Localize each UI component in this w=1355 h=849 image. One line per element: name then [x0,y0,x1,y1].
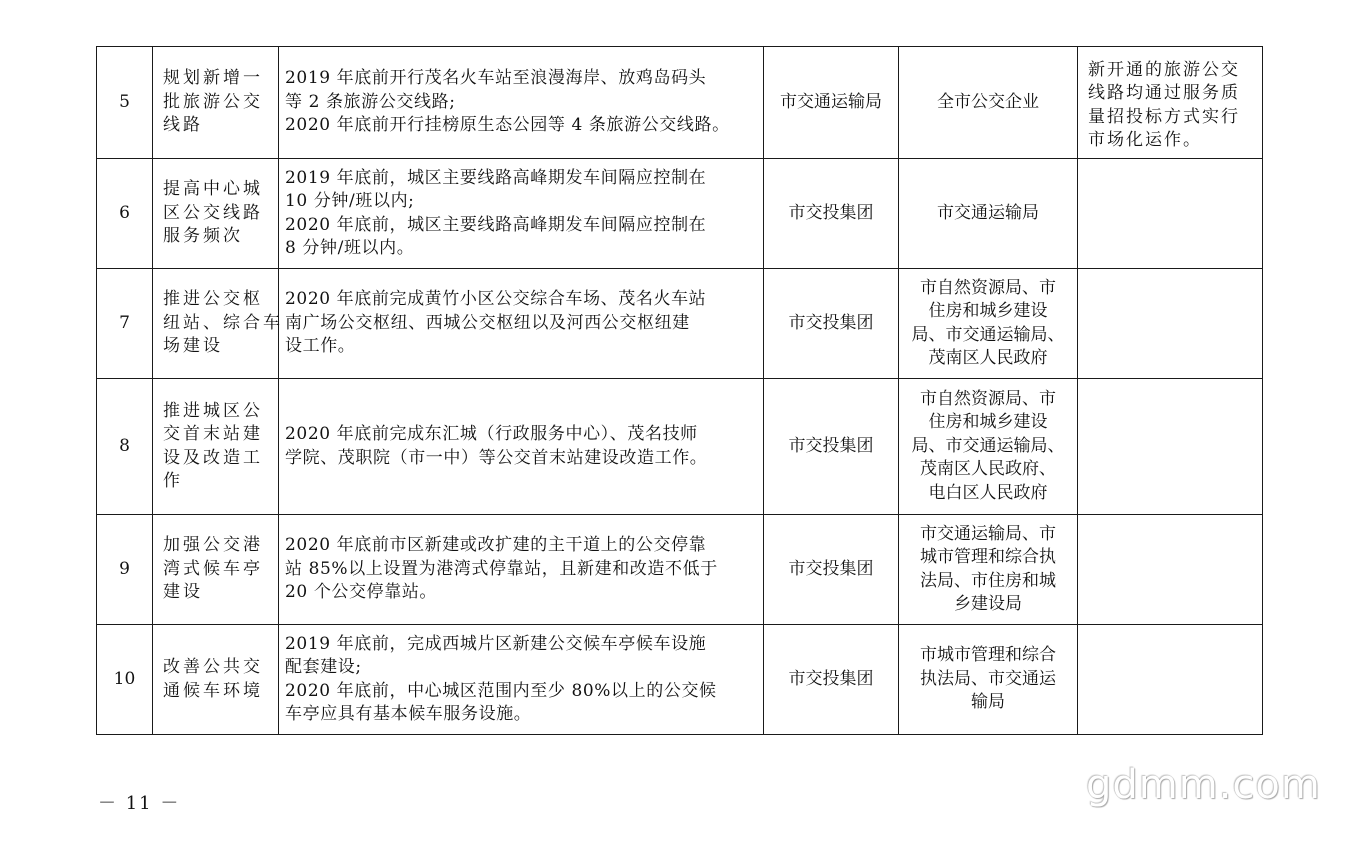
task-item-cell-line: 推进城区公 [163,400,263,421]
goal-cell-line: 2019 年底前开行茂名火车站至浪漫海岸、放鸡岛码头 [285,68,707,89]
remark-cell [1078,159,1263,269]
cooperating-units-cell-line: 市交通运输局 [937,202,1039,223]
lead-unit-cell: 市交投集团 [764,515,899,625]
remark-cell [1078,47,1263,159]
goal-cell-line: 2019 年底前，城区主要线路高峰期发车间隔应控制在 [285,167,707,188]
lead-unit-cell: 市交投集团 [764,159,899,269]
goal-cell [279,379,764,515]
goal-cell [279,625,764,735]
cooperating-units-cell-line: 住房和城乡建设 [928,301,1048,321]
goal-cell [279,47,764,159]
cooperating-units-cell [899,47,1078,159]
goal-cell-line: 配套建设; [285,657,362,677]
task-item-cell-line: 通候车环境 [163,680,263,701]
goal-cell-line: 10 分钟/班以内; [285,191,415,211]
task-item-cell-line: 规划新增一 [163,68,263,89]
cooperating-units-cell [899,159,1078,269]
cooperating-units-cell-line: 乡建设局 [954,594,1022,614]
task-item-cell [153,625,279,735]
goal-cell-line: 2020 年底前，中心城区范围内至少 80%以上的公交候 [285,680,717,701]
cooperating-units-cell [899,269,1078,379]
goal-cell-line: 学院、茂职院（市一中）等公交首末站建设改造工作。 [285,447,708,468]
cooperating-units-cell-line: 法局、市住房和城 [920,570,1056,591]
cooperating-units-cell-line: 局、市交通运输局、 [911,324,1065,345]
cooperating-units-cell-line: 城市管理和综合执 [920,547,1056,567]
task-item-cell-line: 提高中心城 [163,179,263,200]
goal-cell-line: 南广场公交枢纽、西城公交枢纽以及河西公交枢纽建 [285,312,690,333]
task-item-cell [153,379,279,515]
remark-cell [1078,515,1263,625]
remark-cell [1078,625,1263,735]
goal-cell-line: 站 85%以上设置为港湾式停靠站，且新建和改造不低于 [285,558,718,579]
task-item-cell-line: 推进公交枢 [163,289,263,310]
goal-cell-line: 2020 年底前完成东汇城（行政服务中心）、茂名技师 [285,424,698,444]
row-number-cell: 6 [97,159,153,269]
table-row [97,47,1263,159]
task-item-cell-line: 湾式候车亭 [163,558,263,579]
lead-unit-cell: 市交投集团 [764,625,899,735]
table-row [97,379,1263,515]
cooperating-units-cell [899,379,1078,515]
cooperating-units-cell [899,515,1078,625]
task-item-cell-line: 批旅游公交 [163,91,263,112]
goal-cell-line: 2020 年底前市区新建或改扩建的主干道上的公交停靠 [285,535,707,556]
cooperating-units-cell-line: 茂南区人民政府、 [920,459,1056,480]
table-row [97,625,1263,735]
lead-unit-cell: 市交投集团 [764,269,899,379]
goal-cell-line: 等 2 条旅游公交线路; [285,91,456,112]
goal-cell-line: 2019 年底前，完成西城片区新建公交候车亭候车设施 [285,633,707,654]
cooperating-units-cell-line: 市城市管理和综合 [920,645,1056,666]
task-item-cell [153,47,279,159]
task-item-cell-line: 建设 [163,582,203,603]
lead-unit-cell: 市交投集团 [764,379,899,515]
page-number: － 11 － [98,793,181,814]
task-item-cell-line: 纽站、综合车 [163,312,283,333]
task-item-cell-line: 设及改造工 [163,447,263,468]
task-item-cell [153,515,279,625]
remark-cell [1078,269,1263,379]
task-item-cell-line: 服务频次 [163,226,243,247]
goal-cell [279,269,764,379]
remark-cell-line: 市场化运作。 [1088,130,1202,150]
task-item-cell-line: 作 [163,471,183,491]
task-item-cell-line: 改善公共交 [163,657,263,677]
task-item-cell-line: 线路 [163,115,203,136]
goal-cell [279,515,764,625]
task-item-cell-line: 交首末站建 [163,424,263,444]
cooperating-units-cell-line: 输局 [971,692,1005,713]
work-plan-table [96,46,1263,735]
cooperating-units-cell-line: 电白区人民政府 [928,482,1048,503]
goal-cell-line: 2020 年底前，城区主要线路高峰期发车间隔应控制在 [285,214,707,235]
goal-cell [279,159,764,269]
row-number-cell: 9 [97,515,153,625]
table-row [97,159,1263,269]
lead-unit-cell: 市交通运输局 [764,47,899,159]
task-item-cell-line: 区公交线路 [163,202,263,223]
remark-cell-line: 量招投标方式实行 [1088,106,1240,127]
cooperating-units-cell-line: 住房和城乡建设 [928,412,1048,433]
remark-cell-line: 新开通的旅游公交 [1088,59,1240,80]
cooperating-units-cell-line: 全市公交企业 [937,91,1039,112]
table-row [97,269,1263,379]
cooperating-units-cell [899,625,1078,735]
cooperating-units-cell-line: 市自然资源局、市 [920,388,1056,409]
row-number-cell: 10 [97,625,153,735]
row-number-cell: 8 [97,379,153,515]
goal-cell-line: 2020 年底前完成黄竹小区公交综合车场、茂名火车站 [285,289,707,310]
goal-cell-line: 8 分钟/班以内。 [285,238,415,258]
remark-cell-line: 线路均通过服务质 [1088,83,1240,103]
task-item-cell [153,159,279,269]
task-item-cell-line: 场建设 [163,336,223,357]
task-item-cell [153,269,283,379]
goal-cell-line: 车亭应具有基本候车服务设施。 [285,704,532,724]
table-row [97,515,1263,625]
row-number-cell: 7 [97,269,153,379]
remark-cell [1078,379,1263,515]
cooperating-units-cell-line: 市交通运输局、市 [920,523,1056,544]
cooperating-units-cell-line: 茂南区人民政府 [928,348,1048,368]
goal-cell-line: 设工作。 [285,336,356,357]
goal-cell-line: 2020 年底前开行挂榜原生态公园等 4 条旅游公交线路。 [285,115,730,136]
row-number-cell: 5 [97,47,153,159]
cooperating-units-cell-line: 局、市交通运输局、 [911,435,1065,456]
table-body [97,47,1263,735]
task-item-cell-line: 加强公交港 [163,535,263,556]
cooperating-units-cell-line: 执法局、市交通运 [920,668,1056,689]
goal-cell-line: 20 个公交停靠站。 [285,582,438,603]
cooperating-units-cell-line: 市自然资源局、市 [920,277,1056,298]
site-watermark: gdmm.com [1086,762,1321,808]
